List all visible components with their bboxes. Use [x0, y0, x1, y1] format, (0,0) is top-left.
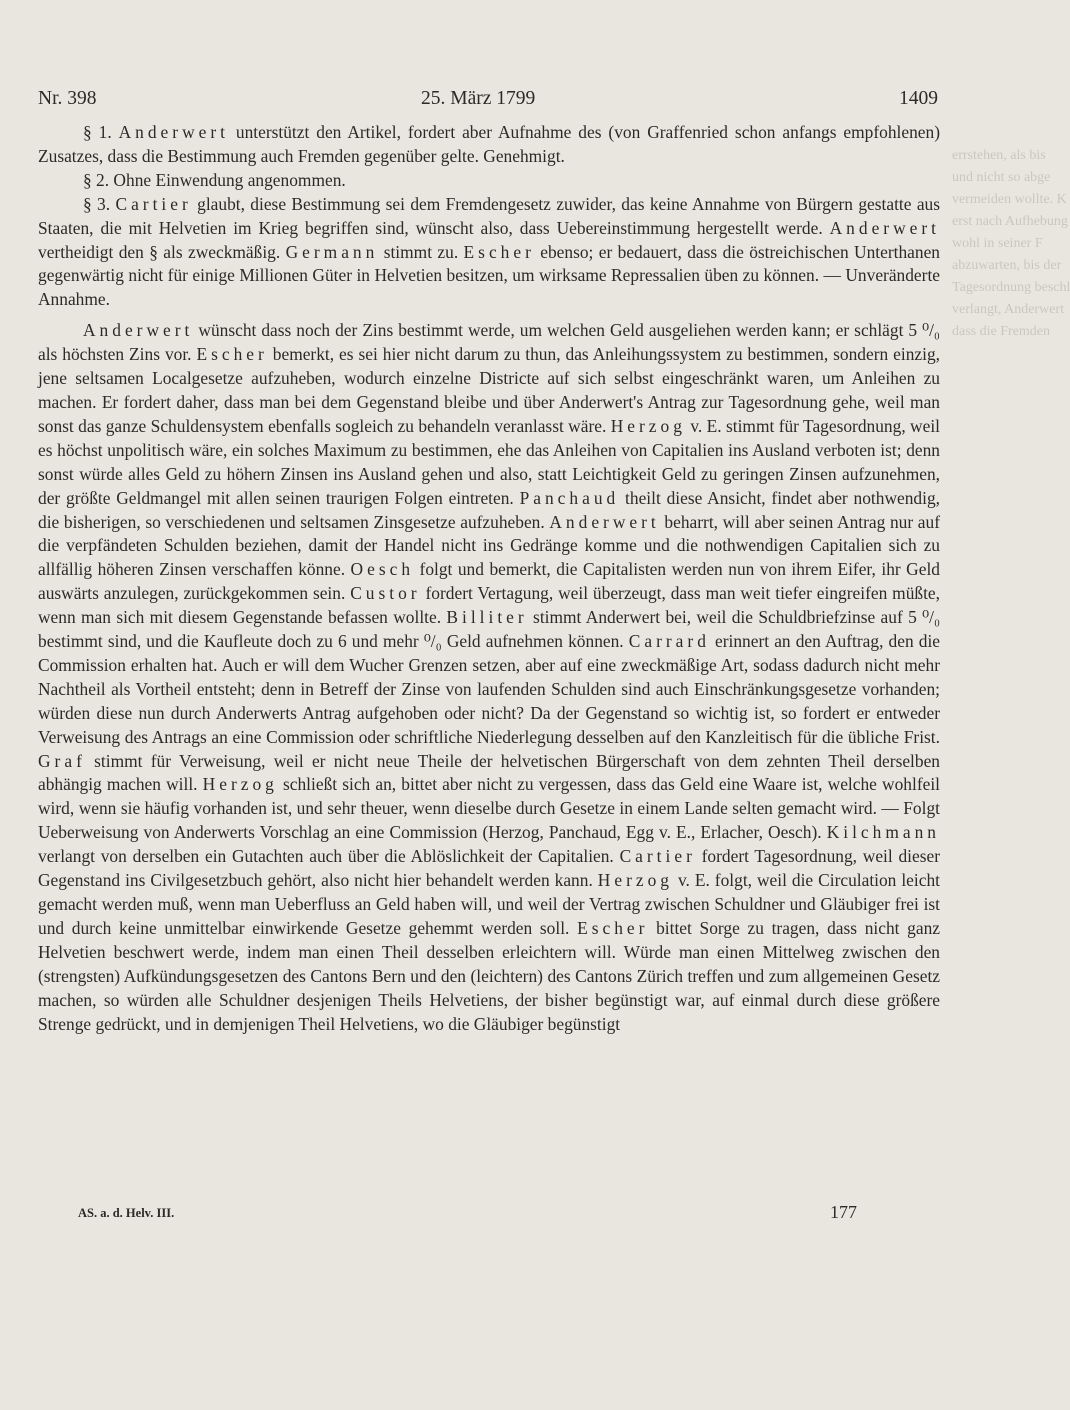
body-text — [38, 121, 940, 1036]
speaker-name: Oesch — [350, 559, 415, 580]
paragraph-section-1 — [38, 121, 940, 169]
text-run: stimmt Anderwert bei, weil die Schuldbriefzinse auf 5 ⁰/₀ bestimmt sind, und die Kaufleute doch zu 6 und mehr ⁰/₀ Geld aufnehmen können. — [38, 607, 941, 652]
speaker-name: Billiter — [446, 607, 528, 628]
speaker-name: Germann — [285, 241, 379, 262]
text-run: ebenso; er bedauert, dass die östreichischen Unterthanen gegenwärtig nicht für einige Millionen Güter in Helvetien besitzen, um wirksame Repressalien üben zu können. — Unveränderte Annahme. — [38, 241, 940, 310]
bleed-through-shadow: errstehen, als bis und nicht so abge vermeiden wollte. K erst nach Aufhebung wohl in seiner F abzuwarten, bis der Tagesordnung beschl verlangt, Anderwert dass die Fremden — [952, 148, 1070, 339]
text-run: § 1. — [83, 122, 119, 142]
header-date: 25. März 1799 — [421, 88, 536, 109]
text-run: unterstützt den Artikel, fordert aber Aufnahme des (von Graffenried schon anfangs empfohlenen) Zusatzes, dass die Bestimmung auch Fremden gegenüber gelte. Genehmigt. — [38, 122, 941, 166]
text-run: schließt sich an, bittet aber nicht zu vergessen, dass das Geld eine Waare ist, welche wohlfeil wird, wenn sie häufig vorhanden ist, und sehr theuer, wenn dieselbe durch Gesetze in einem Lande selten gemacht wird. — Folgt Ueberweisung von Anderwerts Vorschlag an eine Commission (Herzog, Panchaud, Egg v. E., Erlacher, Oesch). — [38, 774, 940, 843]
page-footer — [78, 1202, 878, 1226]
paragraph-section-3 — [38, 193, 940, 313]
sheet-signature: 177 — [830, 1202, 857, 1222]
speaker-name: Carrard — [628, 631, 710, 652]
text-run: fordert Vertagung, weil überzeugt, dass man weit tiefer eingreifen müßte, wenn man sich mit diesem Gegenstande befassen wollte. — [38, 583, 940, 628]
speaker-name: Escher — [463, 241, 535, 262]
speaker-name: Cartier — [619, 846, 696, 867]
text-run: § 3. — [83, 193, 116, 214]
text-run: verlangt von derselben ein Gutachten auch über die Ablöslichkeit der Capitalien. — [38, 846, 620, 867]
paragraph-interest-debate — [38, 319, 940, 1036]
running-header — [38, 88, 938, 114]
text-run: beharrt, will aber seinen Antrag nur auf die verpfändeten Schulden beziehen, damit der Handel nicht ins Gedränge komme und die nothwendigen Capitalien sich zu allfällig höheren Zinsen verschaffen könne. — [38, 511, 940, 580]
speaker-name: Anderwert — [829, 217, 940, 238]
text-run: stimmt zu. — [378, 241, 464, 262]
speaker-name: Custor — [350, 583, 421, 604]
speaker-name: Herzog — [610, 415, 686, 436]
text-run: bittet Sorge zu tragen, dass nicht ganz Helvetien beschwert werde, indem man einen Theil desselben erleichtern will. Würde man einen Mittelweg zwischen den (strengsten) Aufkündungsgesetzen des Cantons Bern und den (leichtern) des Cantons Zürich treffen und zum allgemeinen Gesetz machen, so würden alle Schuldner desjenigen Theils Helvetiens, der bisher begünstigt war, auf einmal durch diese größere Strenge gedrückt, und in demjenigen Theil Helvetiens, wo die Gläubiger begünstigt — [38, 917, 940, 1034]
speaker-name: Graf — [38, 750, 86, 771]
speaker-name: Kilchmann — [826, 822, 940, 843]
speaker-name: Escher — [577, 917, 649, 938]
source-abbreviation: AS. a. d. Helv. III. — [78, 1206, 175, 1220]
text-run: v. E. stimmt für Tagesordnung, weil es höchst unpolitisch wäre, ein solches Maximum zu bestimmen, ehe das Anleihen von Capitalien ins Ausland verboten ist; denn sonst würde alles Geld zu höhern Zinsen ins Ausland gehen und also, statt Leichtigkeit Geld zu geringen Zinsen aufzunehmen, der größte Geldmangel mit allen seinen traurigen Folgen eintreten. — [38, 415, 940, 508]
text-run: bemerkt, es sei hier nicht darum zu thun, das Anleihungssystem zu bestimmen, sondern einzig, jene seltsamen Localgesetze aufzuheben, wodurch einzelne Districte auf sich selbst eingeschränkt waren, um Anleihen zu machen. Er fordert daher, dass man bei dem Gegenstand bleibe und über Anderwert's Antrag zur Tagesordnung gehe, weil man sonst das ganze Schuldensystem ebenfalls sogleich zu behandeln veranlasst wäre. — [38, 344, 941, 436]
speaker-name: Anderwert — [83, 320, 194, 341]
speaker-name: Panchaud — [519, 487, 620, 508]
speaker-name: Herzog — [597, 870, 673, 891]
text-run: vertheidigt den § als zweckmäßig. — [38, 241, 286, 262]
text-run: erinnert an den Auftrag, den die Commission erhalten hat. Auch er will dem Wucher Grenzen setzen, aber auf eine zweckmäßige Art, sodass dadurch nicht mehr Nachtheil als Vortheil entsteht; denn in Betreff der Zinse von laufenden Schulden sind auch Einschränkungsgesetze vorhanden; würden diese nun durch Anderwerts Antrag aufgehoben oder nicht? Da der Gegenstand so wichtig ist, so fordert er entweder Verweisung des Antrags an eine Commission oder schriftliche Niederlegung desselben auf den Kanzleitisch für die übliche Frist. — [38, 631, 940, 747]
speaker-name: Escher — [196, 344, 268, 365]
speaker-name: Cartier — [115, 193, 192, 214]
text-run: theilt diese Ansicht, findet aber nothwendig, die bisherigen, so verschiedenen und seltsamen Zinsgesetze aufzuheben. — [38, 487, 940, 532]
document-number: Nr. 398 — [38, 88, 97, 109]
page-number: 1409 — [899, 88, 938, 109]
text-run: § 2. Ohne Einwendung angenommen. — [83, 169, 346, 190]
text-run: folgt und bemerkt, die Capitalisten werden nun von ihrem Eifer, ihr Geld auswärts anzulegen, zurückgekommen sein. — [38, 559, 940, 604]
text-run: wünscht dass noch der Zins bestimmt werde, um welchen Geld ausgeliehen werden kann; er schlägt 5 ⁰/₀ als höchsten Zins vor. — [38, 320, 940, 365]
text-run: v. E. folgt, weil die Circulation leicht gemacht werden muß, wenn man Ueberfluss an Geld haben will, und weil der Vertrag zwischen Schuldner und Gläubiger frei ist und durch keine unmittelbar einwirkende Gesetze gehemmt werden soll. — [38, 870, 940, 938]
speaker-name: Anderwert — [118, 122, 229, 142]
text-run: stimmt für Verweisung, weil er nicht neue Theile der helvetischen Bürgerschaft von dem zehnten Theil derselben abhängig machen will. — [38, 750, 940, 795]
speaker-name: Anderwert — [549, 511, 660, 532]
paragraph-section-2 — [38, 169, 940, 193]
text-run: fordert Tagesordnung, weil dieser Gegenstand ins Civilgesetzbuch gehört, also nicht hier behandelt werden kann. — [38, 846, 940, 891]
speaker-name: Herzog — [202, 774, 278, 795]
text-run: glaubt, diese Bestimmung sei dem Fremdengesetz zuwider, das keine Annahme von Bürgern gestatte aus Staaten, die mit Helvetien im Krieg begriffen sind, wünscht also, dass Uebereinstimmung hergestellt werde. — [38, 193, 940, 238]
